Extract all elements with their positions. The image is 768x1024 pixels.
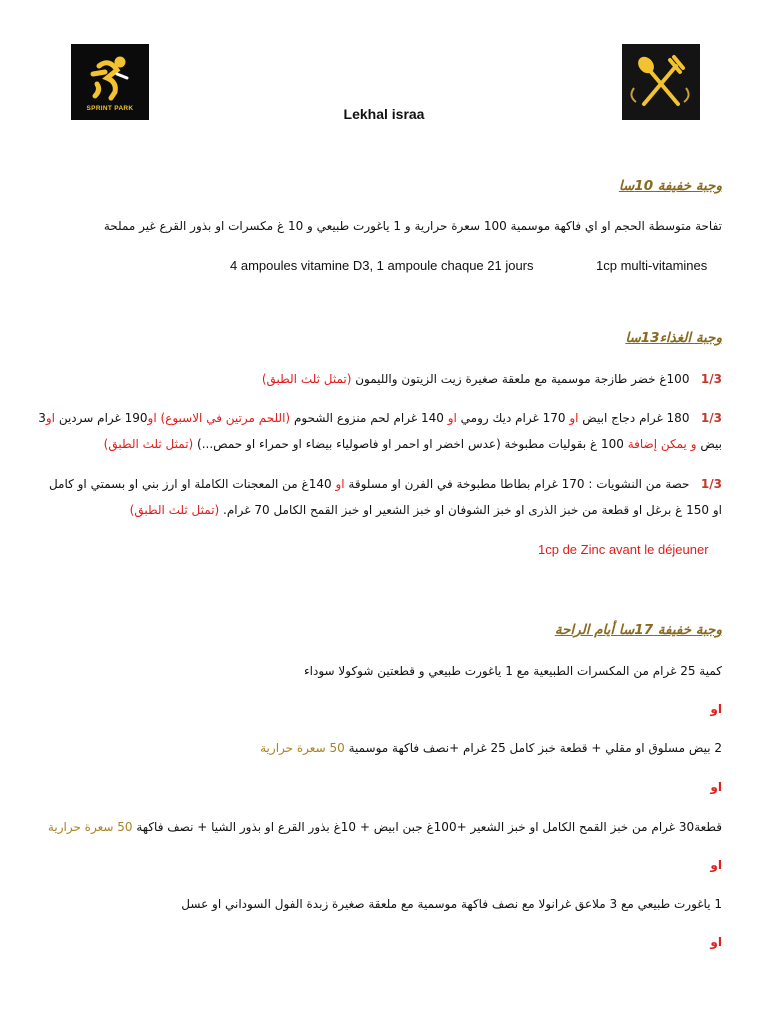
fraction-label: 1/3 — [700, 372, 722, 386]
snack2-option-4: 1 ياغورت طبيعي مع 3 ملاعق غرانولا مع نصف فاكهة موسمية مع ملعقة صغيرة زبدة الفول السوداني او عسل — [181, 897, 722, 911]
snack2-option-3 — [48, 820, 722, 834]
page-title: Lekhal israa — [343, 106, 425, 122]
or-separator: او — [710, 935, 722, 949]
protein-text: 140 غرام لحم منزوع الشحوم — [293, 411, 444, 425]
fraction-label: 1/3 — [700, 477, 722, 491]
or-word: او — [147, 411, 157, 425]
or-separator: او — [710, 702, 722, 716]
starch-text: 140غ من المعجنات الكاملة او ارز بني او بسمتي او كامل — [48, 477, 332, 491]
runner-icon — [71, 48, 149, 108]
snack2-heading: وجبة خفيفة 17سا أيام الراحة — [554, 622, 722, 638]
lunch-heading: وجبة الغذاء13سا — [625, 330, 722, 346]
or-separator: او — [710, 780, 722, 794]
option-text: 2 بيض مسلوق او مقلي + قطعة خبز كامل 25 غرام +نصف فاكهة موسمية — [348, 741, 722, 755]
snack1-heading: وجبة خفيفة 10سا — [618, 178, 722, 194]
logo-text: SPRINT PARK — [86, 105, 134, 112]
fraction-label: 1/3 — [700, 411, 722, 425]
legume-text: 100 غ بقوليات مطبوخة (عدس اخضر او احمر او فاصولياء بيضاء او حمراء او حمص...) — [197, 437, 624, 451]
legume-option: و يمكن إضافة — [627, 437, 697, 451]
plate-note: (تمثل ثلث الطبق) — [129, 503, 220, 517]
or-separator: او — [710, 858, 722, 872]
calorie-note: 50 سعرة حرارية — [47, 820, 133, 834]
multivitamin-line: 1cp multi-vitamines — [596, 258, 708, 273]
calorie-note: 50 سعرة حرارية — [260, 741, 345, 755]
protein-text: 3 — [38, 411, 46, 425]
plate-note: (تمثل ثلث الطبق) — [261, 372, 352, 386]
protein-text: 170 غرام ديك رومي — [460, 411, 566, 425]
lunch-veg-line — [262, 372, 722, 386]
meat-note: (اللحم مرتين في الاسبوع) — [160, 411, 291, 425]
starch-text: او 150 غ برغل او قطعة من خبز الذرى او خبز الشوفان او خبز الشعير او خبز القمح الكامل 70 غرام. — [223, 503, 722, 517]
snack2-option-2 — [260, 741, 722, 755]
snack1-line: تفاحة متوسطة الحجم او اي فاكهة موسمية 100 سعرة حرارية و 1 ياغورت طبيعي و 10 غ مكسرات او بذور القرع غير مملحة — [103, 219, 722, 233]
snack2-option-1: كمية 25 غرام من المكسرات الطبيعية مع 1 ياغورت طبيعي و قطعتين شوكولا سوداء — [304, 664, 722, 678]
or-word: او — [335, 477, 345, 491]
protein-text: 180 غرام دجاج ابيض — [582, 411, 690, 425]
starch-text: حصة من النشويات : 170 غرام بطاطا مطبوخة في الفرن او مسلوقة — [348, 477, 690, 491]
or-word: او — [569, 411, 579, 425]
protein-text: 190 غرام سردين — [58, 411, 148, 425]
lunch-starch-line1 — [49, 477, 722, 491]
or-word: او — [447, 411, 457, 425]
lunch-starch-line2 — [130, 503, 722, 517]
or-word: او — [45, 411, 55, 425]
option-text: قطعة30 غرام من خبز القمح الكامل او خبز الشعير +100غ جبن ابيض + 10غ بذور القرع او بذور الشيا + نصف فاكهة — [136, 820, 722, 834]
vitamin-d3-line: 4 ampoules vitamine D3, 1 ampoule chaque 21 jours — [230, 258, 534, 273]
protein-text: بيض — [700, 437, 722, 451]
veg-text: 100غ خضر طازجة موسمية مع ملعقة صغيرة زيت الزيتون والليمون — [355, 372, 690, 386]
lunch-protein-line1 — [38, 411, 722, 425]
plate-note: (تمثل ثلث الطبق) — [103, 437, 194, 451]
lunch-protein-line2 — [104, 437, 722, 451]
zinc-line: 1cp de Zinc avant le déjeuner — [538, 542, 709, 557]
